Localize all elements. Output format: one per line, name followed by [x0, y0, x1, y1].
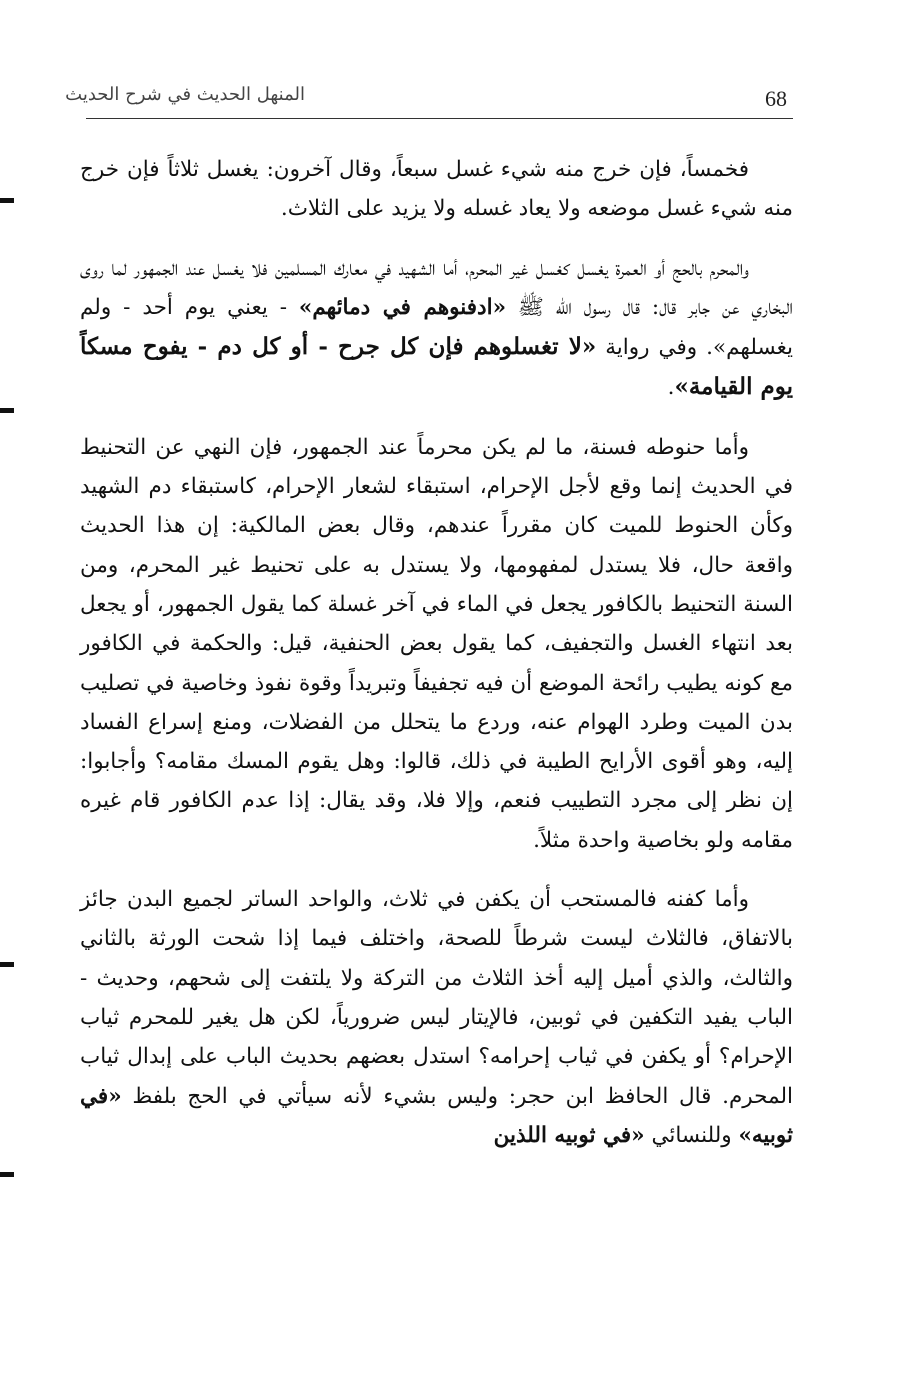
paragraph	[80, 880, 793, 1155]
page-number: 68	[765, 86, 787, 111]
margin-mark	[0, 408, 14, 413]
margin-mark	[0, 198, 14, 203]
header-rule	[86, 118, 793, 119]
hadith-quote: «ادفنوهم في دمائهم»	[298, 294, 507, 320]
paragraph	[80, 249, 793, 408]
paragraph	[80, 428, 793, 860]
margin-mark	[0, 962, 14, 967]
hadith-quote: «لا تغسلوهم فإن كل جرح - أو كل دم - يفوح مسكاً يوم القيامة»	[80, 333, 793, 401]
hadith-quote: «في ثوبيه اللذين	[493, 1122, 645, 1148]
text-segment: وأما كفنه فالمستحب أن يكفن في ثلاث، والواحد الساتر لجميع البدن جائز بالاتفاق، فالثلاث ليست شرطاً للصحة، واختلف فيما إذا شحت الورثة بالثاني والثالث، والذي أميل إليه أخذ الثلاث من التركة ولا يلتفت إلى شحهم، وحديث - الباب يفيد التكفين في ثوبين، فالإيتار ليس ضرورياً، لكن هل يغير للمحرم ثياب الإحرام؟ أو يكفن في ثياب إحرامه؟ استدل بعضهم بحديث الباب على إبدال ثياب المحرم. قال الحافظ ابن حجر: وليس بشيء لأنه سيأتي في الحج بلفظ	[80, 887, 793, 1109]
text-segment: .	[667, 375, 675, 401]
margin-mark	[0, 1172, 14, 1177]
text-segment: وللنسائي	[644, 1122, 739, 1148]
paragraph	[80, 150, 793, 229]
running-head: المنهل الحديث في شرح الحديث	[65, 84, 305, 105]
body-text	[80, 150, 793, 1155]
text-segment: فخمساً، فإن خرج منه شيء غسل سبعاً، وقال آخرون: يغسل ثلاثاً فإن خرج منه شيء غسل موضعه ولا يعاد غسله ولا يزيد على الثلاث.	[80, 157, 793, 222]
hadith-quote: «في ثوبيه»	[80, 1083, 793, 1148]
text-segment: - يعني يوم أحد - ولم يغسلهم». وفي رواية	[80, 294, 793, 361]
text-segment: وأما حنوطه فسنة، ما لم يكن محرماً عند الجمهور، فإن النهي عن التحنيط في الحديث إنما وقع لأجل الإحرام، استبقاء لشعار الإحرام، كاستبقاء دم الشهيد وكأن الحنوط للميت كان مقرراً عندهم، وقال بعض المالكية: إن هذا الحديث واقعة حال، فلا يستدل لمفهومها، ولا يستدل به على تحنيط غير المحرم، ومن السنة التحنيط بالكافور يجعل في الماء في آخر غسلة كما يقول الجمهور، أو يجعل بعد انتهاء الغسل والتجفيف، كما يقول بعض الحنفية، قيل: والحكمة في الكافور مع كونه يطيب رائحة الموضع أن فيه تجفيفاً وتبريداً وقوة نفوذ وخاصية في تصليب بدن الميت وطرد الهوام عنه، وردع ما يتحلل من الفضلات، ومنع إسراع الفساد إليه، وهو أقوى الأرايح الطيبة في ذلك، قالوا: وهل يقوم المسك مقامه؟ وأجابوا: إن نظر إلى مجرد التطييب فنعم، وإلا فلا، وقد يقال: إذا عدم الكافور قام غيره مقامه ولو بخاصية واحدة مثلاً.	[80, 434, 793, 853]
text-segment: والمحرم بالحج أو العمرة يغسل كغسل غير المحرم، أما الشهيد في معارك المسلمين فلا يغسل عند الجمهور لما روى البخاري عن جابر قال: قال رسول الله ﷺ	[80, 255, 793, 320]
